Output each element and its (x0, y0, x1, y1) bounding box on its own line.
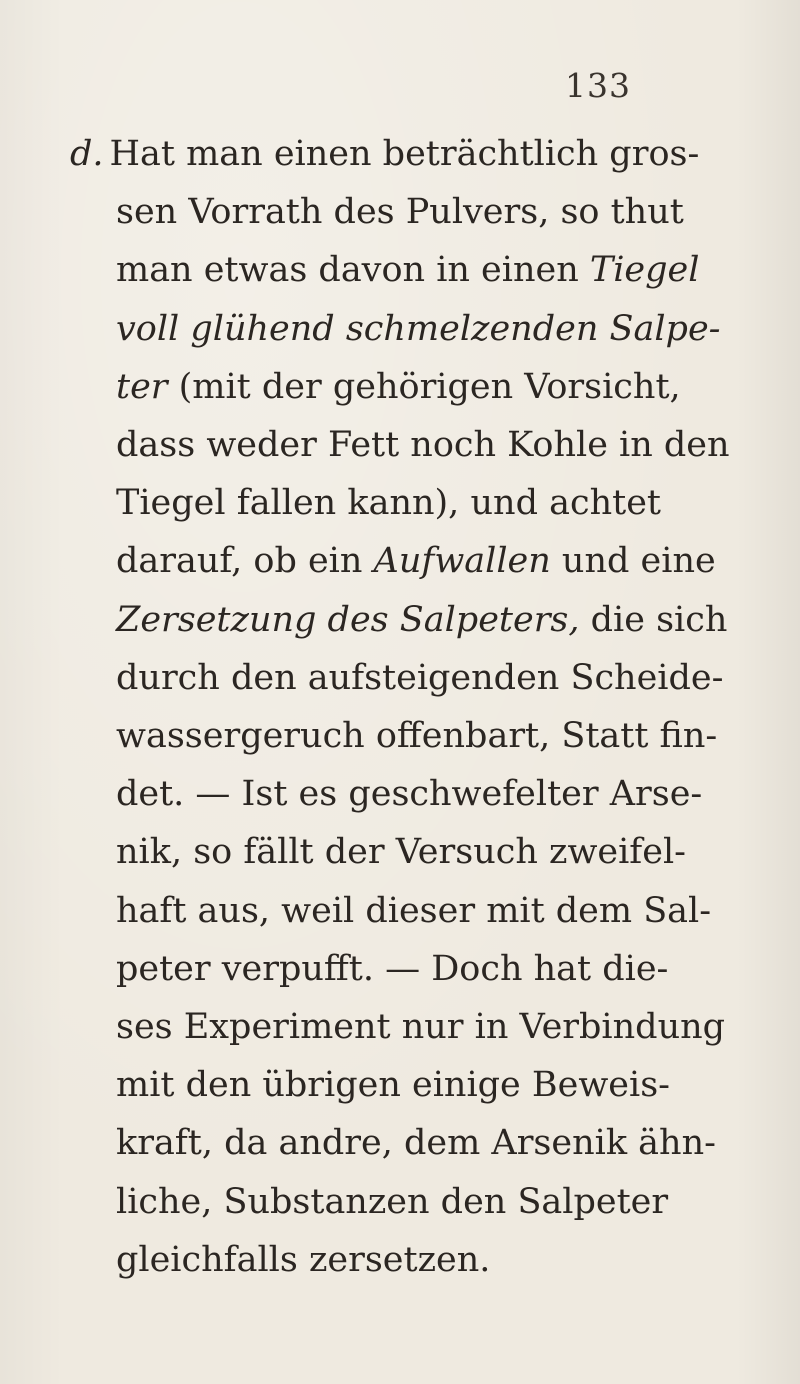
text-run: durch den aufsteigenden Scheide- (116, 657, 724, 698)
text-run: ses Experiment nur in Verbindung (116, 1007, 726, 1047)
text-run: die sich (579, 599, 728, 640)
text-line (116, 707, 718, 765)
text-line (116, 241, 700, 299)
text-run: dass weder Fett noch Kohle in den (116, 425, 730, 465)
text-line (116, 474, 661, 532)
text-run: Tiegel fallen kann), und achtet (116, 483, 661, 524)
text-run: gleichfalls zersetzen. (116, 1239, 491, 1280)
text-run: haft aus, weil dieser mit dem Sal- (116, 890, 712, 931)
text-line (116, 940, 669, 998)
text-line (116, 1114, 716, 1172)
italic-run: Zersetzung des Salpeters, (116, 599, 580, 640)
text-run: wassergeruch offenbart, Statt fin- (116, 716, 718, 756)
italic-run: ter (116, 366, 168, 407)
text-run: und eine (550, 541, 716, 582)
text-run: darauf, ob ein (116, 541, 374, 582)
text-run: man etwas davon in einen (116, 250, 590, 291)
text-line (116, 1173, 669, 1231)
text-line (70, 125, 700, 183)
text-line (116, 998, 726, 1056)
italic-run: Tiegel (589, 250, 700, 291)
text-line (116, 823, 686, 881)
text-run: kraft, da andre, dem Arsenik ähn- (116, 1123, 716, 1164)
italic-run: Aufwallen (373, 541, 551, 582)
text-line (116, 1231, 661, 1289)
text-line (116, 591, 728, 649)
text-line (116, 183, 684, 241)
page-number: 133 (565, 66, 631, 105)
text-line (116, 416, 730, 474)
text-line (116, 1056, 670, 1114)
text-run: liche, Substanzen den Salpeter (116, 1181, 669, 1222)
text-run: det. — Ist es geschwefelter Arse- (116, 774, 703, 815)
text-line (116, 358, 681, 416)
text-line (116, 649, 724, 707)
text-run: mit den übrigen einige Beweis- (116, 1065, 670, 1106)
text-run: Hat man einen beträchtlich gros- (109, 134, 700, 174)
text-run: (mit der gehörigen Vorsicht, (167, 366, 681, 407)
text-run: nik, so fällt der Versuch zweifel- (116, 832, 686, 873)
text-line (116, 532, 716, 590)
text-run: sen Vorrath des Pulvers, so thut (116, 192, 684, 233)
text-line (116, 765, 703, 823)
italic-run: voll glühend schmelzenden Salpe- (116, 308, 721, 349)
text-line (116, 882, 712, 940)
text-line (116, 300, 721, 358)
paragraph-label: d. (70, 134, 104, 174)
text-run: peter verpufft. — Doch hat die- (116, 948, 669, 989)
